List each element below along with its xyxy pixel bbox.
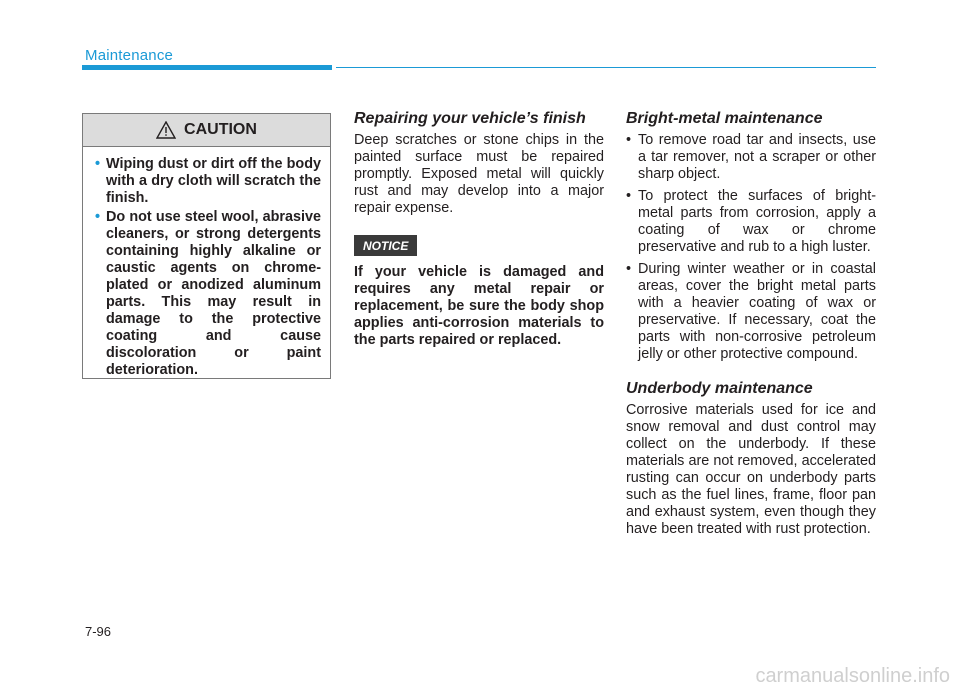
bright-metal-item <box>626 188 876 256</box>
page-number: 7-96 <box>85 624 112 639</box>
caution-list <box>83 147 330 379</box>
notice-text: If your vehicle is damaged and requires any metal repair or replacement, be sure the body shop applies anti-corrosion materials to the parts repaired or replaced. <box>354 264 604 348</box>
caution-box <box>82 113 331 379</box>
caution-item-text: Wiping dust or dirt off the body with a dry cloth will scratch the finish. <box>106 156 321 206</box>
repairing-heading: Repairing your vehicle’s finish <box>354 110 586 127</box>
bullet: • <box>95 156 101 172</box>
notice-badge: NOTICE <box>354 235 417 256</box>
caution-item-text: Do not use steel wool, abrasive cleaners, or strong detergents containing highly alkaline or caustic agents on chrome-plated or anodized aluminum parts. This may result in damage to the protective coating and cause discoloration or paint deterioration. <box>106 209 321 378</box>
bullet: • <box>626 261 632 277</box>
section-title: Maintenance <box>85 47 174 64</box>
caution-title: CAUTION <box>184 121 257 138</box>
caution-header <box>83 114 330 147</box>
column-repairing <box>354 110 604 349</box>
bullet: • <box>95 209 101 225</box>
bright-metal-item-text: To remove road tar and insects, use a tar remover, not a scraper or other sharp object. <box>638 132 876 182</box>
bright-metal-item-text: During winter weather or in coastal areas, cover the bright metal parts with a heavier coating of wax or preservative. If necessary, coat the parts with non-corrosive petroleum jelly or other protective compound. <box>638 261 876 362</box>
repairing-body: Deep scratches or stone chips in the painted surface must be repaired promptly. Exposed metal will quickly rust and may develop into a major repair expense. <box>354 132 604 216</box>
bright-metal-item <box>626 261 876 363</box>
bullet: • <box>626 132 632 148</box>
underbody-body: Corrosive materials used for ice and snow removal and dust control may collect on the underbody. If these materials are not removed, accelerated rusting can occur on underbody parts such as the fuel lines, frame, floor pan and exhaust system, even though they have been treated with rust protection. <box>626 402 876 537</box>
bright-metal-item <box>626 132 876 183</box>
caution-item <box>95 156 321 207</box>
caution-item <box>95 209 321 379</box>
bright-metal-heading: Bright-metal maintenance <box>626 110 823 127</box>
warning-triangle-icon <box>156 121 176 139</box>
bright-metal-list <box>626 132 876 363</box>
watermark: carmanualsonline.info <box>755 665 950 687</box>
column-bright-metal <box>626 110 876 538</box>
bright-metal-item-text: To protect the surfaces of bright-metal parts from corrosion, apply a coating of wax or chrome preservative and rub to a high luster. <box>638 188 876 255</box>
underbody-heading: Underbody maintenance <box>626 380 813 397</box>
header-rule-thick <box>82 65 332 70</box>
bullet: • <box>626 188 632 204</box>
header-rule-thin <box>336 67 876 68</box>
